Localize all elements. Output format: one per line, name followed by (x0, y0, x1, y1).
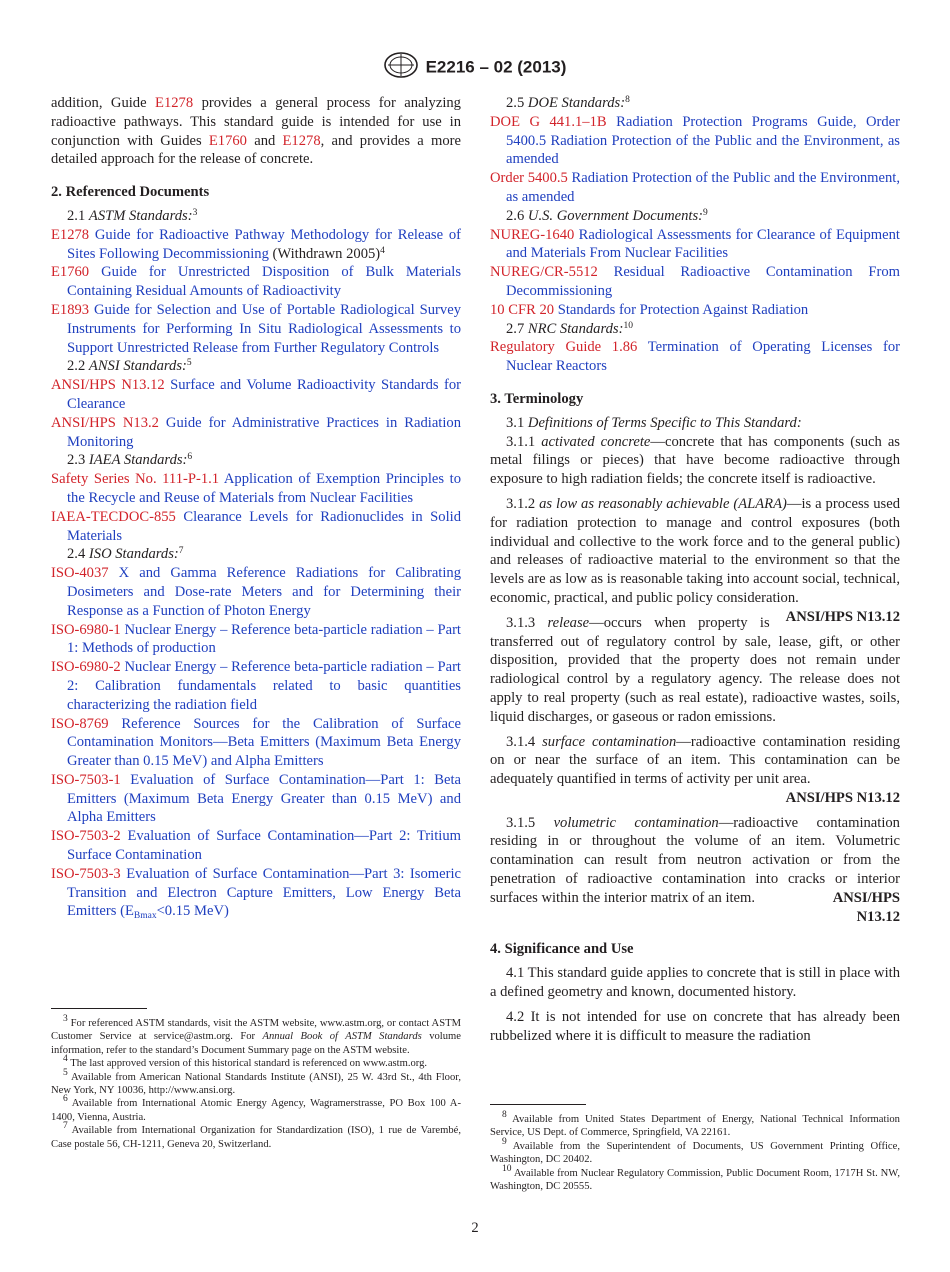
reference-entry (490, 169, 900, 207)
term-source: ANSI/HPS N13.12 (785, 789, 900, 806)
footnote (490, 1136, 900, 1167)
footnote-text: Available from International Organization for Standardization (ISO), 1 rue de Varembé, Case postale 56, CH-1211, Geneva 20, Switzerland. (51, 1125, 461, 1150)
term-text: —is a process used for radiation protection to manage and control exposures (both individual and collective to the work force and to the general public) and releases of radioactive material to the environment so that the levels are as low as is reasonable taking into account social, technical, economic, practical, and public policy consideration. (490, 495, 900, 606)
subsection-2-1: 2.1 ASTM Standards:$^3$ (67, 207, 198, 224)
right-column (490, 94, 900, 1045)
footnote-text: The last approved version of this historical standard is referenced on www.astm.org. (70, 1058, 428, 1070)
footnote (51, 1067, 461, 1098)
section-heading-significance: 4. Significance and Use (490, 941, 634, 958)
section-heading-terminology: 3. Terminology (490, 390, 584, 407)
footnote-number: 6 (63, 1094, 68, 1105)
reference-entry (490, 226, 900, 264)
footnote (51, 1014, 461, 1057)
reference-entry (51, 715, 461, 771)
reference-title[interactable]: Reference Sources for the Calibration of Surface Contamination Monitors—Beta Emitters (Maximum Beta Energy Greater than 0.15 MeV) and Alpha Emitters (67, 715, 461, 770)
reference-title[interactable]: Surface and Volume Radioactivity Standards for Clearance (67, 377, 462, 412)
reference-entry (51, 301, 461, 357)
reference-title[interactable]: Guide for Unrestricted Disposition of Bulk Materials Containing Residual Amounts of Radioactivity (67, 264, 462, 300)
reference-entry (490, 338, 900, 376)
ref-link[interactable]: E1760 (208, 132, 247, 149)
reference-entry (51, 470, 461, 508)
term-number: 3.1.2 (506, 495, 536, 512)
term-text: —concrete that has components (such as metal filings or pieces) that have become radioactive through exposure to high radiation fields; the concrete itself is radioactive. (490, 433, 900, 488)
term-text: —occurs when property is transferred out of regulatory control by sale, lease, gift, or other disposition, provided that the property does not remain under radiological control by a regulatory agency. The release does not apply to real property (such as real estate), radioactive wastes, soils, liquid discharges, or gaseous or radon emissions. (490, 614, 900, 725)
term-number: 3.1.3 (506, 614, 536, 631)
term-definition: 3.1.5 volumetric contamination—radioactive contamination residing in or throughout the volume of an item. Volumetric contamination can result from neutron activation or from the penetration of radioactive contamination into cracks or interior surfaces within the interior matrix of an item. ANSI/HPS (490, 814, 900, 906)
reference-code[interactable]: DOE G 441.1–1B (490, 113, 607, 130)
footnote-text: volume information, refer to the standard’s Document Summary page on the ASTM website. (51, 1031, 461, 1056)
reference-code[interactable]: ISO-7503-3 (51, 865, 121, 882)
reference-code[interactable]: ISO-6980-2 (51, 659, 121, 676)
reference-entry (490, 263, 900, 301)
paragraph-4-1: 4.1 This standard guide applies to concrete that is still in place with a defined geometry and known, documented history. (490, 965, 900, 1001)
footnote (490, 1110, 900, 1140)
footnote-number: 3 (63, 1014, 68, 1024)
term-definition (490, 433, 900, 489)
reference-code[interactable]: ISO-4037 (51, 565, 109, 582)
reference-code[interactable]: NUREG/CR-5512 (490, 264, 598, 281)
term-text: —radioactive contamination residing on or near the surface of an item. This contamination can be adequately quantified in terms of activity per unit area. (490, 733, 900, 788)
reference-title[interactable]: Evaluation of Surface Contamination—Part 1: Beta Emitters (Maximum Beta Energy Greater than 0.15 MeV) and Alpha Emitters (67, 771, 461, 826)
term-name: activated concrete (541, 433, 651, 450)
page-number: 2 (471, 1220, 479, 1236)
reference-code[interactable]: Safety Series No. 111-P-1.1 (51, 471, 220, 488)
subsection-2-6: 2.6 U.S. Government Documents:$^9$ (506, 207, 708, 224)
reference-entry (51, 414, 461, 452)
reference-title[interactable]: Nuclear Energy – Reference beta-particle radiation – Part 2: Calibration fundamentals related to basic quantities characterizing the radiation field (67, 659, 461, 713)
reference-code[interactable]: ANSI/HPS N13.2 (51, 414, 159, 431)
reference-entry (51, 771, 461, 827)
reference-code[interactable]: ISO-8769 (51, 715, 109, 732)
reference-code[interactable]: E1278 (51, 226, 90, 243)
footnote (51, 1121, 461, 1151)
reference-title[interactable]: Guide for Administrative Practices in Radiation Monitoring (67, 414, 461, 450)
reference-title[interactable]: Guide for Selection and Use of Portable Radiological Survey Instruments for Performing In Situ Radiological Assessments to Support Unrestricted Release from Further Regulatory Controls (67, 301, 461, 356)
reference-title[interactable]: Radiation Protection of the Public and the Environment, as amended (506, 170, 900, 205)
footnote-rule (51, 1008, 147, 1009)
left-column (51, 94, 461, 921)
footnote-number: 5 (63, 1067, 68, 1078)
reference-entry (51, 376, 461, 414)
intro-paragraph: addition, Guide E1278 provides a general process for analyzing radioactive pathways. This standard guide is intended for use in conjunction with Guides E1760 and E1278, and provides a more detailed approach for the release of concrete. (51, 95, 461, 168)
ref-link[interactable]: E1278 (155, 95, 194, 111)
term-name: release (547, 614, 590, 631)
reference-title[interactable]: Nuclear Energy – Reference beta-particle radiation – Part 1: Methods of production (67, 621, 461, 657)
reference-title[interactable]: Radiation Protection Programs Guide, Order 5400.5 Radiation Protection of the Public and the Environment, as amended (506, 113, 900, 168)
reference-title[interactable]: Guide for Radioactive Pathway Methodology for Release of Sites Following Decommissioning (67, 226, 461, 262)
footnote (51, 1054, 461, 1070)
footnote-marker: 4 (380, 245, 385, 256)
reference-title[interactable]: Radiological Assessments for Clearance of Equipment and Materials From Nuclear Facilities (506, 226, 900, 262)
reference-code[interactable]: E1893 (51, 301, 90, 318)
reference-code[interactable]: ISO-7503-1 (51, 771, 121, 788)
reference-entry (51, 827, 461, 865)
ref-link[interactable]: E1278 (282, 132, 321, 149)
reference-entry (51, 621, 461, 659)
footnote (490, 1163, 900, 1194)
reference-entry (490, 301, 900, 320)
term-definition (490, 733, 900, 808)
footnotes-right (490, 1104, 900, 1193)
reference-code[interactable]: ISO-7503-2 (51, 828, 121, 845)
reference-entry (51, 263, 461, 301)
term-source: ANSI/HPS N13.12 (785, 608, 900, 625)
reference-title[interactable]: X and Gamma Reference Radiations for Calibrating Dosimeters and Dose-rate Meters and for Determining their Response as a Function of Photon Energy (67, 565, 461, 619)
reference-title[interactable]: Clearance Levels for Radionuclides in Solid Materials (67, 508, 461, 544)
reference-entry (51, 865, 461, 921)
reference-code[interactable]: E1760 (51, 264, 90, 281)
term-source: N13.12 (856, 908, 900, 925)
page-header (0, 52, 950, 83)
reference-code[interactable]: ANSI/HPS N13.12 (51, 377, 165, 394)
subsection-2-7: 2.7 NRC Standards:$^{10}$ (506, 320, 633, 337)
reference-code[interactable]: IAEA-TECDOC-855 (51, 508, 176, 525)
reference-code[interactable]: Regulatory Guide 1.86 (490, 339, 638, 356)
reference-code[interactable]: ISO-6980-1 (51, 621, 121, 638)
footnote-number: 9 (502, 1136, 507, 1147)
reference-entry (51, 564, 461, 620)
reference-title[interactable]: Evaluation of Surface Contamination—Part 2: Tritium Surface Contamination (67, 828, 461, 864)
footnote-text: Available from American National Standards Institute (ANSI), 25 W. 43rd St., 4th Floor, New York, NY 10036, http://www.ansi.org. (51, 1071, 461, 1097)
subsection-2-5: 2.5 DOE Standards:$^8$ (506, 95, 630, 111)
reference-title[interactable]: Application of Exemption Principles to the Recycle and Reuse of Materials from Nuclear Facilities (67, 471, 462, 506)
footnote-text: Available from the Superintendent of Documents, US Government Printing Office, Washington, DC 20402. (490, 1140, 900, 1166)
reference-entry (490, 113, 900, 169)
footnote-italic: Annual Book of ASTM Standards (262, 1031, 422, 1043)
term-name: surface contamination (542, 733, 677, 750)
footnote-text: For referenced ASTM standards, visit the ASTM website, www.astm.org, or contact ASTM Customer Service at service@astm.org. For (51, 1018, 461, 1043)
footnote-text: Available from International Atomic Energy Agency, Wagramerstrasse, PO Box 100 A-1400, Vienna, Austria. (51, 1098, 461, 1123)
subsection-3-1: 3.1 Definitions of Terms Specific to This Standard: (506, 414, 802, 431)
paragraph-4-2: 4.2 It is not intended for use on concrete that has already been rubbelized where it is difficult to measure the radiation (490, 1008, 900, 1044)
reference-note: (Withdrawn 2005) (268, 245, 381, 262)
term-number: 3.1.4 (506, 733, 536, 750)
reference-entry (51, 508, 461, 546)
astm-logo (384, 52, 418, 83)
footnote-number: 7 (63, 1121, 68, 1132)
reference-code[interactable]: NUREG-1640 (490, 226, 575, 243)
footnote-number: 10 (502, 1163, 512, 1174)
term-number: 3.1.1 (506, 433, 536, 450)
standard-designation: E2216 – 02 (2013) (425, 57, 567, 77)
section-heading-referenced-documents: 2. Referenced Documents (51, 184, 210, 201)
reference-title[interactable]: Residual Radioactive Contamination From Decommissioning (506, 264, 900, 299)
footnote-number: 8 (502, 1110, 507, 1120)
footnote-text: Available from United States Department of Energy, National Technical Information Service, US Dept. of Commerce, Springfield, VA 22161. (490, 1114, 900, 1139)
reference-entry (51, 658, 461, 714)
footnote-text: Available from Nuclear Regulatory Commission, Public Document Room, 1717H St. NW, Washington, DC 20555. (490, 1167, 900, 1193)
footnotes-left (51, 1008, 461, 1151)
subsection-2-4: 2.4 ISO Standards:$^7$ (67, 546, 184, 563)
term-name: as low as reasonably achievable (ALARA) (539, 495, 787, 512)
footnote-number: 4 (63, 1054, 68, 1065)
reference-code[interactable]: 10 CFR 20 (490, 301, 555, 318)
subsection-2-3: 2.3 IAEA Standards:$^6$ (67, 452, 193, 469)
reference-code[interactable]: Order 5400.5 (490, 170, 568, 187)
reference-entry (51, 226, 461, 264)
term-definition (490, 614, 900, 727)
subsection-2-2: 2.2 ANSI Standards:$^5$ (67, 358, 192, 375)
footnote-rule (490, 1104, 586, 1105)
footnote (51, 1094, 461, 1124)
reference-title[interactable]: Evaluation of Surface Contamination—Part 3: Isomeric Transition and Electron Capture Emitters, Low Energy Beta Emitters ($E_{Bmax}<0.15$ MeV) (67, 865, 461, 922)
reference-title[interactable]: Standards for Protection Against Radiation (557, 301, 809, 318)
reference-title[interactable]: Termination of Operating Licenses for Nuclear Reactors (506, 339, 901, 375)
